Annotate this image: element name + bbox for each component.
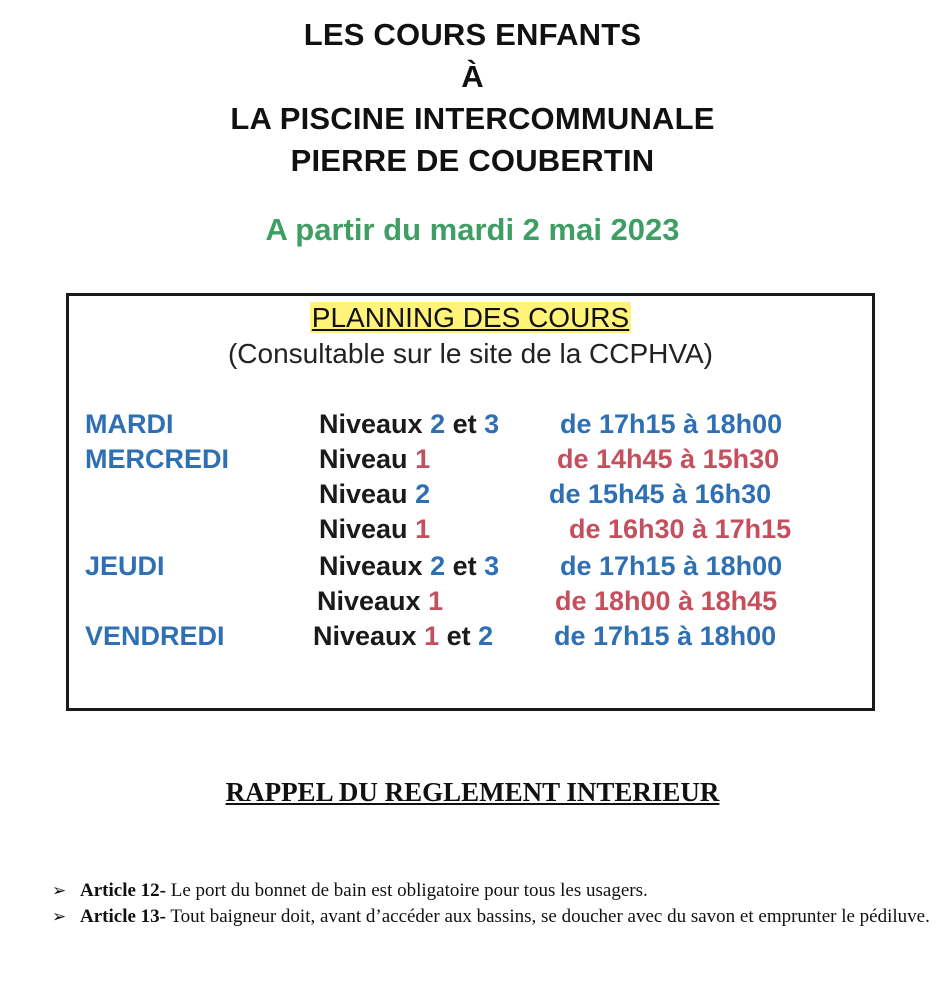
planning-box xyxy=(66,293,875,711)
planning-title-text: PLANNING DES COURS xyxy=(311,302,630,333)
level-label xyxy=(319,514,430,545)
level-number: 2 xyxy=(430,551,446,581)
schedule-row xyxy=(69,586,872,622)
level-number: 1 xyxy=(415,514,431,544)
level-conj: et xyxy=(452,409,477,439)
schedule-row xyxy=(69,514,872,550)
level-label xyxy=(313,621,493,652)
arrow-bullet-icon: ➢ xyxy=(52,907,67,926)
article-text: Le port du bonnet de bain est obligatoire pour tous les usagers. xyxy=(165,880,648,901)
time-slot: de 14h45 à 15h30 xyxy=(557,444,780,474)
reglement-title: RAPPEL DU REGLEMENT INTERIEUR xyxy=(225,777,720,807)
list-item xyxy=(50,878,930,904)
time-slot: de 18h00 à 18h45 xyxy=(555,586,778,616)
level-number: 2 xyxy=(415,479,431,509)
schedule-row xyxy=(69,409,872,445)
schedule-row xyxy=(69,551,872,587)
level-number: 3 xyxy=(484,409,500,439)
level-conj: et xyxy=(446,621,471,651)
time-slot: de 15h45 à 16h30 xyxy=(549,479,772,509)
level-word: Niveau xyxy=(319,479,408,509)
day-label: MERCREDI xyxy=(85,444,230,474)
level-word: Niveau xyxy=(319,444,408,474)
level-conj: et xyxy=(452,551,477,581)
article-list xyxy=(50,878,930,930)
day-label: VENDREDI xyxy=(85,621,225,651)
start-date: A partir du mardi 2 mai 2023 xyxy=(265,212,680,247)
time-slot: de 16h30 à 17h15 xyxy=(569,514,792,544)
time-slot: de 17h15 à 18h00 xyxy=(554,621,777,651)
title-line-1: LES COURS ENFANTS xyxy=(303,17,642,52)
level-label xyxy=(319,409,499,440)
level-label xyxy=(319,444,430,475)
level-number: 1 xyxy=(428,586,444,616)
level-word: Niveaux xyxy=(319,551,423,581)
level-number: 3 xyxy=(484,551,500,581)
level-word: Niveau xyxy=(319,514,408,544)
day-label: MARDI xyxy=(85,409,174,439)
schedule-row xyxy=(69,444,872,480)
page-title xyxy=(0,14,945,182)
article-label: Article 13- xyxy=(80,906,166,927)
schedule-row xyxy=(69,479,872,515)
level-number: 2 xyxy=(430,409,446,439)
title-line-4: PIERRE DE COUBERTIN xyxy=(290,143,655,178)
level-label xyxy=(319,551,499,582)
level-word: Niveaux xyxy=(319,409,423,439)
planning-title xyxy=(69,302,872,334)
time-slot: de 17h15 à 18h00 xyxy=(560,551,783,581)
arrow-bullet-icon: ➢ xyxy=(52,881,67,900)
level-number: 1 xyxy=(415,444,431,474)
title-line-3: LA PISCINE INTERCOMMUNALE xyxy=(230,101,715,136)
planning-subtitle: (Consultable sur le site de la CCPHVA) xyxy=(227,338,713,369)
level-word: Niveaux xyxy=(313,621,417,651)
day-label: JEUDI xyxy=(85,551,165,581)
level-number: 2 xyxy=(478,621,494,651)
article-text: Tout baigneur doit, avant d’accéder aux bassins, se doucher avec du savon et emprunter le pédiluve. xyxy=(165,906,930,927)
list-item xyxy=(50,904,930,930)
article-label: Article 12- xyxy=(80,880,166,901)
level-label xyxy=(319,479,430,510)
schedule-row xyxy=(69,621,872,657)
level-word: Niveaux xyxy=(317,586,421,616)
level-label xyxy=(317,586,443,617)
title-line-2: À xyxy=(461,59,484,94)
time-slot: de 17h15 à 18h00 xyxy=(560,409,783,439)
level-number: 1 xyxy=(424,621,440,651)
